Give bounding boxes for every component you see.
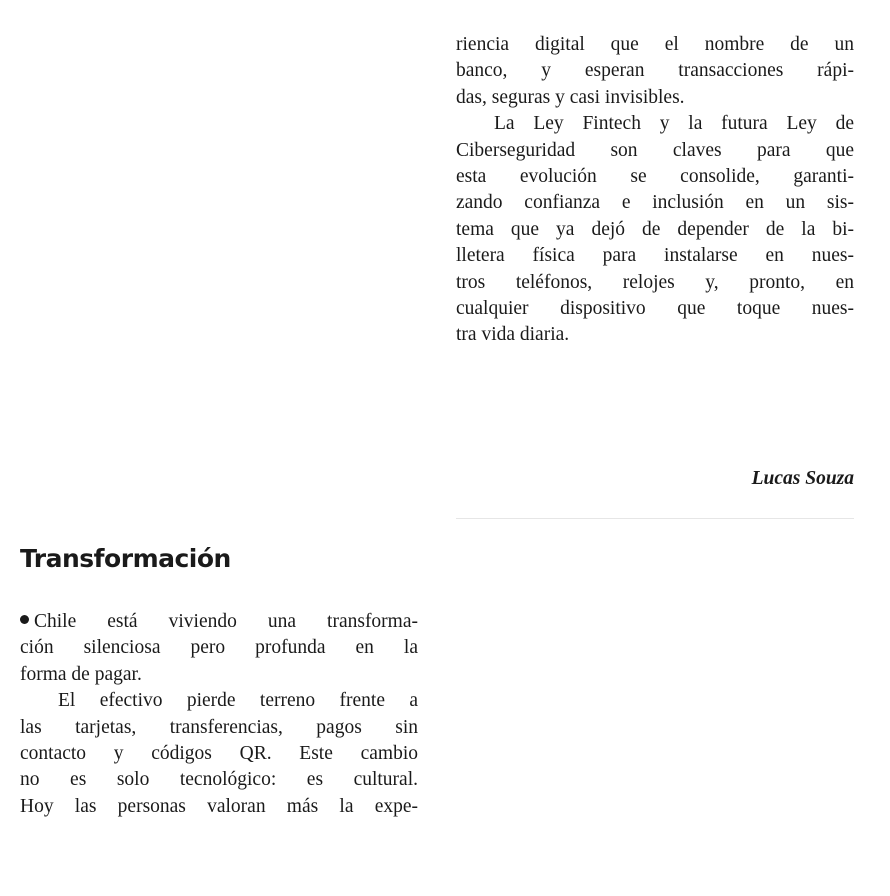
author-signature: Lucas Souza bbox=[751, 468, 854, 489]
text-line: ción silenciosa pero profunda en la bbox=[20, 637, 418, 659]
article-column-left bbox=[20, 609, 418, 820]
lead-text: Chile está viviendo una transforma- bbox=[34, 611, 418, 632]
text-line: las tarjetas, transferencias, pagos sin bbox=[20, 716, 418, 738]
text-line: Hoy las personas valoran más la expe- bbox=[20, 795, 418, 817]
text-line: cualquier dispositivo que toque nues- bbox=[456, 298, 854, 320]
text-line: das, seguras y casi invisibles. bbox=[456, 86, 685, 108]
text-line: no es solo tecnológico: es cultural. bbox=[20, 769, 418, 791]
text-line: esta evolución se consolide, garanti- bbox=[456, 166, 854, 188]
text-line: Ciberseguridad son claves para que bbox=[456, 139, 854, 161]
text-line: forma de pagar. bbox=[20, 663, 142, 685]
text-line: riencia digital que el nombre de un bbox=[456, 34, 854, 55]
text-line: zando confianza e inclusión en un sis- bbox=[456, 192, 854, 214]
text-line: La Ley Fintech y la futura Ley de bbox=[494, 113, 854, 135]
section-divider bbox=[456, 518, 854, 519]
text-line: tra vida diaria. bbox=[456, 324, 570, 346]
text-line: tema que ya dejó de depender de la bi- bbox=[456, 218, 854, 240]
text-line: contacto y códigos QR. Este cambio bbox=[20, 743, 418, 765]
text-line: El efectivo pierde terreno frente a bbox=[58, 690, 418, 712]
bullet-icon bbox=[20, 615, 29, 624]
text-line: lletera física para instalarse en nues- bbox=[456, 245, 854, 267]
text-line: banco, y esperan transacciones rápi- bbox=[456, 60, 854, 82]
article-column-right bbox=[456, 32, 854, 349]
text-line-lead bbox=[20, 609, 418, 635]
section-heading: Transformación bbox=[20, 544, 231, 573]
text-line: tros teléfonos, relojes y, pronto, en bbox=[456, 271, 854, 293]
